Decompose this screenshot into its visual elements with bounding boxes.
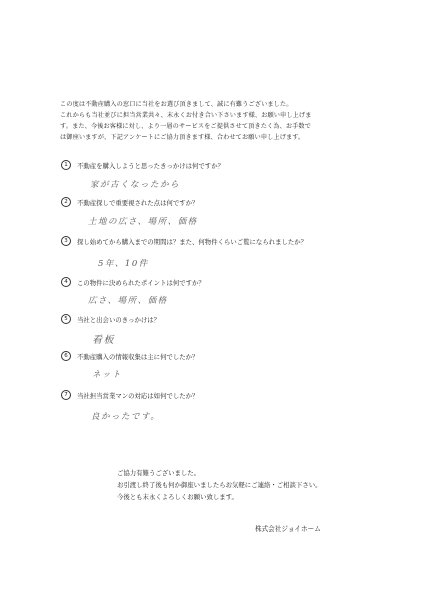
intro-paragraph: [60, 99, 368, 143]
answer-5: 看板: [92, 335, 115, 346]
question-1: [61, 160, 224, 170]
question-4: [61, 277, 205, 287]
intro-line: す。また、今後お客様に対し、より一層のサービスをご提供させて頂きたく為、お手数で: [60, 123, 312, 130]
company-name: 株式会社ジョイホーム: [255, 525, 321, 533]
question-2: [61, 197, 198, 207]
intro-line: は御座いますが、下記アンケートにご協力頂きます様、合わせてお願い申し上げます。: [60, 134, 305, 141]
intro-line: これからも当社並びに担当営業共々、末永くお付き合い下さいます様、お願い申し上げま: [60, 112, 312, 119]
question-text: 当社担当営業マンの対応は如何でしたか？: [77, 391, 199, 400]
answer-2: 土地の広さ、場所、価格: [88, 217, 198, 227]
question-7: [61, 390, 198, 400]
question-6: [61, 351, 198, 361]
question-number: 5: [61, 314, 71, 324]
closing-line: お引渡し終了後も何か御座いましたらお気軽にご連絡・ご相談下さい。: [117, 481, 322, 489]
answer-3: 5年、10件: [98, 259, 149, 269]
question-number: 6: [61, 351, 71, 361]
answer-1: 家が古くなったから: [90, 180, 181, 190]
question-text: この物件に決められたポイントは何ですか？: [77, 278, 205, 287]
question-5: [61, 314, 160, 324]
question-text: 不動産購入の情報収集は主に何でしたか？: [77, 352, 199, 361]
answer-6: ネット: [92, 370, 123, 380]
question-number: 2: [61, 197, 71, 207]
question-text: 不動産を購入しようと思ったきっかけは何ですか？: [77, 161, 224, 170]
question-number: 3: [61, 236, 71, 246]
question-number: 4: [61, 277, 71, 287]
closing-line: ご協力有難うございました。: [117, 469, 201, 477]
question-number: 1: [61, 160, 71, 170]
answer-4: 広さ、場所、価格: [88, 296, 168, 306]
question-3: [61, 236, 307, 246]
closing-line: 今後とも末永くよろしくお願い致します。: [117, 493, 238, 501]
answer-7: 良かったです。: [91, 412, 161, 422]
question-text: 当社と出会いのきっかけは？: [77, 315, 161, 324]
intro-line: この度は不動産購入の窓口に当社をお選び頂きまして、誠に有難うございました。: [60, 101, 293, 108]
question-number: 7: [61, 390, 71, 400]
question-text: 不動産探しで重要視された点は何ですか？: [77, 198, 199, 207]
question-text: 探し始めてから購入までの期間は？また、何物件くらいご覧になられましたか？: [77, 237, 308, 246]
closing-paragraph: [117, 467, 322, 503]
